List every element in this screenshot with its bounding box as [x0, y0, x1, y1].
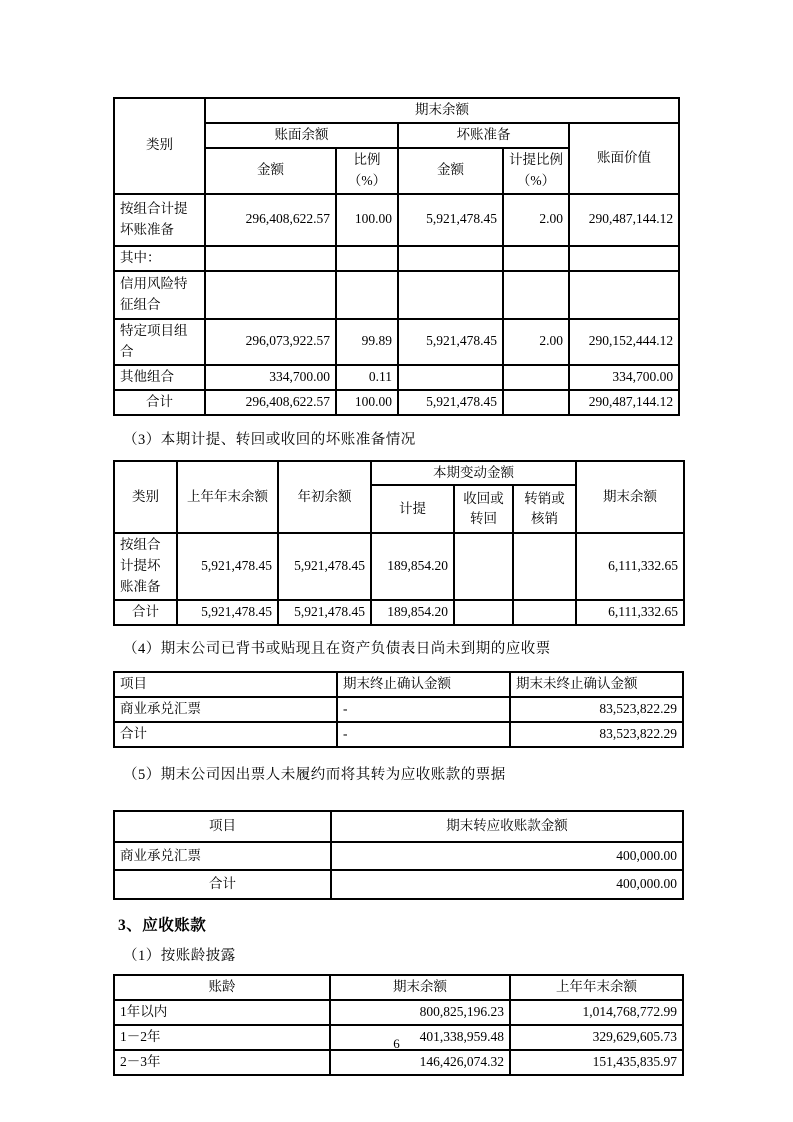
table-cell: [503, 365, 569, 390]
header-prev-year-end-balance: 上年年末余额: [510, 975, 683, 1000]
header-aging: 账龄: [114, 975, 330, 1000]
table-cell: 5,921,478.45: [398, 194, 503, 246]
total-label-cell: 合计: [114, 600, 177, 625]
row-label-cell: 按组合计提坏账准备: [114, 533, 177, 600]
header-prev-year-end-balance: 上年年末余额: [177, 461, 278, 534]
table-cell: 401,338,959.48: [330, 1025, 510, 1050]
receivables-aging-table: [113, 974, 684, 1076]
table-cell: 6,111,332.65: [576, 533, 684, 600]
header-item: 项目: [114, 811, 331, 842]
table-cell: 5,921,478.45: [177, 533, 278, 600]
table-cell: 83,523,822.29: [510, 697, 683, 722]
total-label-cell: 合计: [114, 870, 331, 899]
header-book-balance: 账面余额: [205, 123, 398, 148]
bad-debt-provision-by-category-table: [113, 97, 680, 416]
section-heading-endorsed-notes: （4）期末公司已背书或贴现且在资产负债表日尚未到期的应收票: [123, 641, 551, 658]
section-heading-provision-changes: （3）本期计提、转回或收回的坏账准备情况: [123, 431, 416, 448]
table-cell: -: [337, 697, 510, 722]
header-ending-balance: 期末余额: [205, 98, 679, 123]
table-cell: 800,825,196.23: [330, 1000, 510, 1025]
table-cell: 2.00: [503, 319, 569, 365]
row-label-cell: 其中：: [114, 246, 205, 271]
header-category: 类别: [114, 461, 177, 534]
header-year-begin-balance: 年初余额: [278, 461, 371, 534]
header-writeoff: 转销或核销: [513, 485, 576, 533]
table-cell: 99.89: [336, 319, 398, 365]
table-cell: 296,408,622.57: [205, 390, 336, 415]
table-cell: 5,921,478.45: [398, 319, 503, 365]
notes-transferred-to-receivables-table: [113, 810, 684, 900]
table-cell: 296,073,922.57: [205, 319, 336, 365]
table-cell: 5,921,478.45: [278, 533, 371, 600]
section-heading-defaulted-notes: （5）期末公司因出票人未履约而将其转为应收账款的票据: [123, 766, 506, 783]
table-cell: 5,921,478.45: [278, 600, 371, 625]
header-ratio: 比例（%）: [336, 148, 398, 194]
table-cell: 400,000.00: [331, 870, 683, 899]
table-cell: 6,111,332.65: [576, 600, 684, 625]
header-provision-ratio: 计提比例（%）: [503, 148, 569, 194]
table-cell: 1,014,768,772.99: [510, 1000, 683, 1025]
header-recover-reverse: 收回或转回: [454, 485, 513, 533]
table-cell: [503, 271, 569, 319]
header-accrual: 计提: [371, 485, 454, 533]
table-cell: 189,854.20: [371, 600, 454, 625]
total-label-cell: 合计: [114, 722, 337, 747]
table-cell: [336, 271, 398, 319]
table-cell: [454, 533, 513, 600]
bad-debt-provision-movement-table: [113, 460, 685, 627]
table-cell: 5,921,478.45: [398, 390, 503, 415]
table-cell: [569, 271, 679, 319]
row-label-cell: 1－2年: [114, 1025, 330, 1050]
table-cell: 2.00: [503, 194, 569, 246]
table-cell: 0.11: [336, 365, 398, 390]
header-item: 项目: [114, 672, 337, 697]
header-period-end-balance: 期末余额: [576, 461, 684, 534]
table-cell: 100.00: [336, 194, 398, 246]
table-cell: 290,487,144.12: [569, 194, 679, 246]
table-cell: 146,426,074.32: [330, 1050, 510, 1075]
table-cell: [398, 246, 503, 271]
table-cell: [454, 600, 513, 625]
table-cell: [205, 246, 336, 271]
header-ending-balance: 期末余额: [330, 975, 510, 1000]
table-cell: 329,629,605.73: [510, 1025, 683, 1050]
section-heading-aging-disclosure: （1）按账龄披露: [123, 947, 236, 964]
table-cell: [569, 246, 679, 271]
table-cell: 400,000.00: [331, 842, 683, 870]
row-label-cell: 特定项目组合: [114, 319, 205, 365]
page-number: 6: [393, 1036, 400, 1051]
table-cell: [513, 600, 576, 625]
row-label-cell: 信用风险特征组合: [114, 271, 205, 319]
header-amount: 金额: [398, 148, 503, 194]
table-cell: [398, 365, 503, 390]
table-cell: 100.00: [336, 390, 398, 415]
table-cell: [513, 533, 576, 600]
row-label-cell: 按组合计提坏账准备: [114, 194, 205, 246]
table-cell: -: [337, 722, 510, 747]
table-cell: 290,152,444.12: [569, 319, 679, 365]
table-cell: [205, 271, 336, 319]
table-cell: [503, 390, 569, 415]
header-transferred-amount: 期末转应收账款金额: [331, 811, 683, 842]
row-label-cell: 1年以内: [114, 1000, 330, 1025]
row-label-cell: 2－3年: [114, 1050, 330, 1075]
total-label-cell: 合计: [114, 390, 205, 415]
table-cell: [398, 271, 503, 319]
header-not-derecognized-amount: 期末未终止确认金额: [510, 672, 683, 697]
table-cell: 83,523,822.29: [510, 722, 683, 747]
table-cell: 189,854.20: [371, 533, 454, 600]
endorsed-notes-table: [113, 671, 684, 748]
table-cell: 296,408,622.57: [205, 194, 336, 246]
section-heading-accounts-receivable: 3、应收账款: [118, 916, 207, 934]
table-cell: 151,435,835.97: [510, 1050, 683, 1075]
row-label-cell: 商业承兑汇票: [114, 697, 337, 722]
row-label-cell: 其他组合: [114, 365, 205, 390]
table-cell: [503, 246, 569, 271]
header-category: 类别: [114, 98, 205, 194]
row-label-cell: 商业承兑汇票: [114, 842, 331, 870]
table-cell: 334,700.00: [205, 365, 336, 390]
header-book-value: 账面价值: [569, 123, 679, 194]
header-period-change: 本期变动金额: [371, 461, 576, 486]
table-cell: [336, 246, 398, 271]
table-cell: 5,921,478.45: [177, 600, 278, 625]
table-cell: 290,487,144.12: [569, 390, 679, 415]
table-cell: 334,700.00: [569, 365, 679, 390]
header-amount: 金额: [205, 148, 336, 194]
header-bad-debt-provision: 坏账准备: [398, 123, 569, 148]
header-derecognized-amount: 期末终止确认金额: [337, 672, 510, 697]
